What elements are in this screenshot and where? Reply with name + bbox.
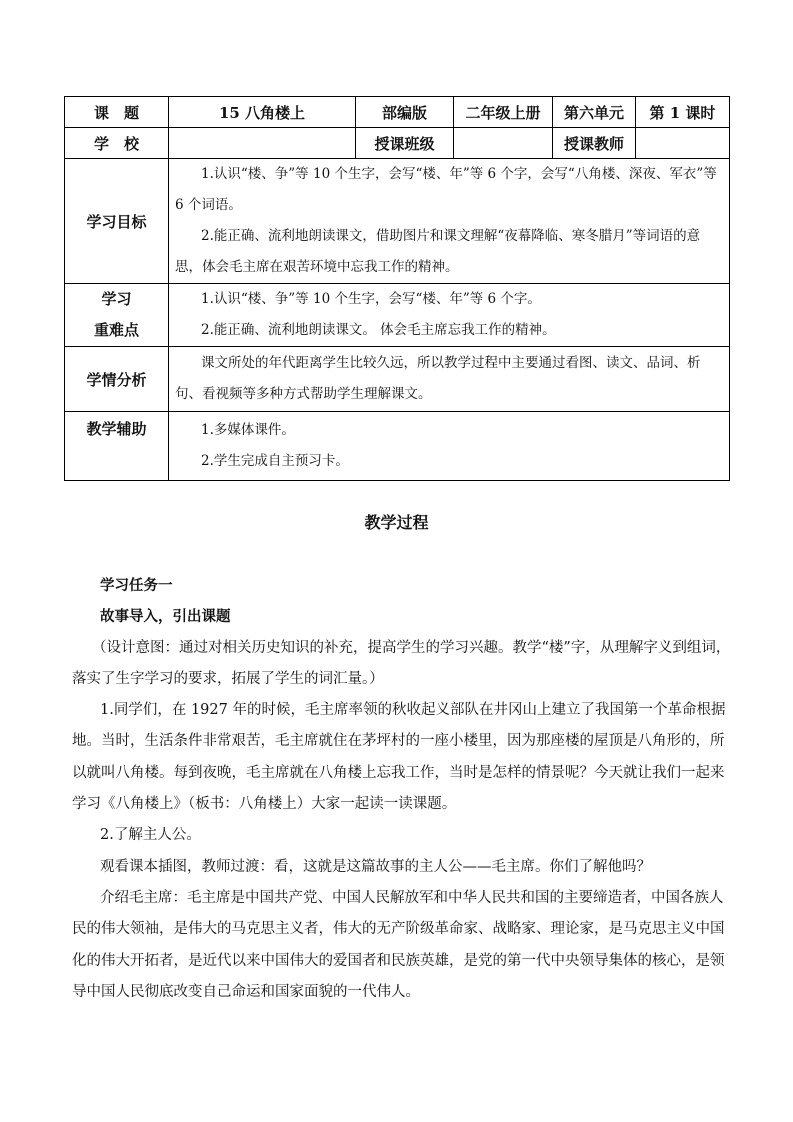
aids-label: 教学辅助 xyxy=(65,412,169,481)
key-point-item: 1.认识“楼、争”等 10 个生字，会写“楼、年”等 6 个字。 xyxy=(201,291,541,307)
analysis-row xyxy=(65,347,730,412)
edition-cell: 部编版 xyxy=(356,97,454,128)
key-points-label-line2: 重难点 xyxy=(93,321,139,339)
header-row-school xyxy=(65,128,730,159)
topic-value: 15 八角楼上 xyxy=(169,97,356,128)
class-value xyxy=(454,128,553,159)
key-points-label xyxy=(65,284,169,347)
key-point-item: 2.能正确、流利地朗读课文。 体会毛主席忘我工作的精神。 xyxy=(201,322,556,338)
process-title: 教学过程 xyxy=(364,513,429,532)
step-2: 2.了解主人公。 xyxy=(100,827,201,844)
unit-cell: 第六单元 xyxy=(553,97,636,128)
topic-label: 课 题 xyxy=(65,97,169,128)
design-note: （设计意图：通过对相关历史知识的补充，提高学生的学习兴趣。教学“楼”字，从理解字义到组词，落实了生字学习的要求，拓展了学生的词汇量。） xyxy=(72,639,731,687)
goals-content xyxy=(169,159,730,284)
teacher-value xyxy=(636,128,730,159)
school-label: 学 校 xyxy=(65,128,169,159)
teacher-label: 授课教师 xyxy=(553,128,636,159)
analysis-text: 课文所处的年代距离学生比较久远，所以教学过程中主要通过看图、读文、品词、析句、看视频等多种方式帮助学生理解课文。 xyxy=(175,355,701,402)
task-heading: 学习任务一 xyxy=(100,577,173,594)
school-value xyxy=(169,128,356,159)
step-2-detail: 观看课本插图，教师过渡：看，这就是这篇故事的主人公——毛主席。你们了解他吗？ xyxy=(100,858,651,875)
grade-cell: 二年级上册 xyxy=(454,97,553,128)
key-points-label-line1: 学习 xyxy=(101,290,132,308)
analysis-content xyxy=(169,347,730,412)
lesson-plan-table xyxy=(64,96,730,481)
goal-item: 1.认识“楼、争”等 10 个生字，会写“楼、年”等 6 个字，会写“八角楼、深夜、军衣”等 6 个词语。 xyxy=(175,166,717,213)
aid-item: 1.多媒体课件。 xyxy=(201,422,295,438)
goals-label: 学习目标 xyxy=(65,159,169,284)
analysis-label: 学情分析 xyxy=(65,347,169,412)
class-label: 授课班级 xyxy=(356,128,454,159)
aids-content xyxy=(169,412,730,481)
step-1: 1.同学们，在 1927 年的时候，毛主席率领的秋收起义部队在井冈山上建立了我国第一个革命根据地。当时，生活条件非常艰苦，毛主席就住在茅坪村的一座小楼里，因为那座楼的屋顶是八角形的，所以就叫八角楼。每到夜晚，毛主席就在八角楼上忘我工作，当时是怎样的情景呢？今天就让我们一起来学习《八角楼上》（板书：八角楼上）大家一起读一读课题。 xyxy=(72,702,726,813)
key-points-content xyxy=(169,284,730,347)
lesson-cell: 第 1 课时 xyxy=(636,97,730,128)
aid-item: 2.学生完成自主预习卡。 xyxy=(201,453,349,469)
header-row-topic xyxy=(65,97,730,128)
goal-item: 2.能正确、流利地朗读课文，借助图片和课文理解“夜幕降临、寒冬腊月”等词语的意思，体会毛主席在艰苦环境中忘我工作的精神。 xyxy=(175,228,701,275)
intro-paragraph: 介绍毛主席：毛主席是中国共产党、中国人民解放军和中华人民共和国的主要缔造者，中国各族人民的伟大领袖，是伟大的马克思主义者，伟大的无产阶级革命家、战略家、理论家，是马克思主义中国化的伟大开拓者，是近代以来中国伟大的爱国者和民族英雄，是党的第一代中央领导集体的核心，是领导中国人民彻底改变自己命运和国家面貌的一代伟人。 xyxy=(72,889,725,1000)
process-body xyxy=(72,570,732,1008)
task-subtitle: 故事导入，引出课题 xyxy=(100,608,231,626)
goals-row xyxy=(65,159,730,284)
aids-row xyxy=(65,412,730,481)
key-points-row xyxy=(65,284,730,347)
